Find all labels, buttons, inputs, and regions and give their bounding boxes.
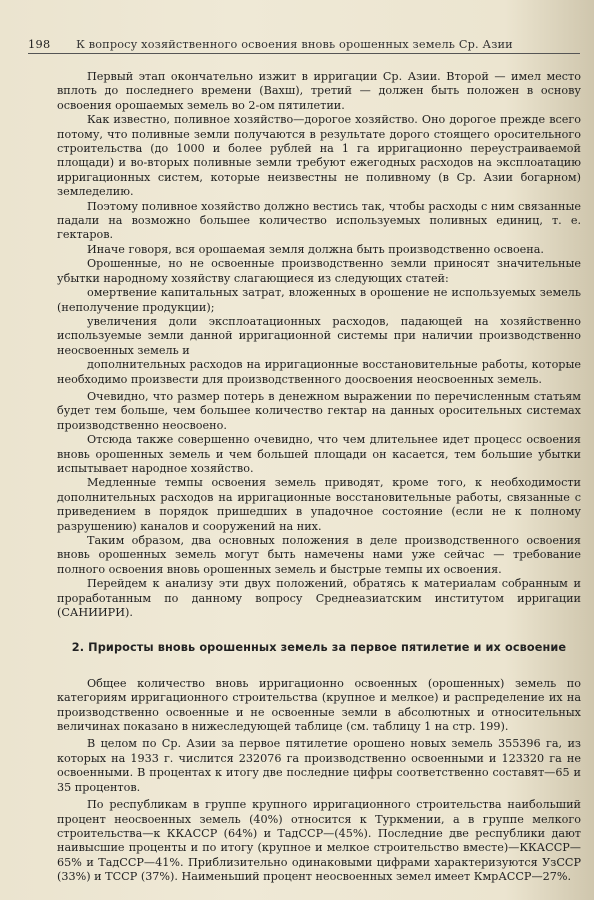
paragraph: По республикам в группе крупного ирригационного строительства наибольший процент неосвоенных земель (40%) относится к Туркмении, а в группе мелкого строительства—к ККАССР (64%) и ТадССР—(45%). Последние две республики дают наивысшие проценты и по итогу (крупное и мелкое строительство вместе)—ККАССР—65% и ТадССР—41%. Приблизительно одинаковыми цифрами характеризуются УзССР (33%) и ТССР (37%). Наименьший процент неосвоенных земел имеет КмрАССР—27%.: [57, 798, 581, 884]
list-item: дополнительных расходов на ирригационные восстановительные работы, которые необходимо произвести для производственного доосвоения неосвоенных земель.: [57, 358, 581, 386]
paragraph: Как известно, поливное хозяйство—дорогое хозяйство. Оно дорогое прежде всего потому, что поливные земли получаются в результате дорого стоящего оросительного строительства (до 1000 и более рублей на 1 га ирригационно переустраиваемой площади) и во-вторых поливные земли требуют ежегодных расходов на эксплоатацию ирригационных систем, которые неизвестны не поливному (в Ср. Азии богарном) земледелию.: [57, 113, 581, 199]
paragraph: Поэтому поливное хозяйство должно вестись так, чтобы расходы с ним связанные падали на возможно большее количество используемых поливных единиц, т. е. гектаров.: [57, 199, 581, 242]
paragraph: Орошенные, но не освоенные производственно земли приносят значительные убытки народному хозяйству слагающиеся из следующих статей:: [57, 257, 581, 285]
page-body: [57, 70, 581, 885]
section-heading: 2. Приросты вновь орошенных земель за первое пятилетие и их освоение: [71, 641, 567, 655]
list-item: омертвение капитальных затрат, вложенных в орошение не используемых земель (неполучение продукции);: [57, 286, 581, 314]
paragraph: Медленные темпы освоения земель приводят, кроме того, к необходимости дополнительных расходов на ирригационные восстановительные работы, связанные с приведением в порядок пришедших в упадочное состояние (если не к полному разрушению) каналов и сооружений на них.: [57, 476, 581, 533]
running-title: К вопросу хозяйственного освоения вновь орошенных земель Ср. Азии: [76, 38, 513, 51]
paragraph: Отсюда также совершенно очевидно, что чем длительнее идет процесс освоения вновь орошенных земель и чем большей площади он касается, тем большие убытки испытывает народное хозяйство.: [57, 433, 581, 475]
paragraph: В целом по Ср. Азии за первое пятилетие орошено новых земель 355396 га, из которых на 1933 г. числится 232076 га производственно освоенными и 123320 га не освоенными. В процентах к итогу две последние цифры соответственно составят—65 и 35 процентов.: [57, 737, 581, 794]
paragraph: Перейдем к анализу эти двух положений, обратясь к материалам собранным и проработанным по данному вопросу Среднеазиатским институтом ирригации (САНИИРИ).: [57, 577, 581, 620]
paragraph: Общее количество вновь ирригационно освоенных (орошенных) земель по категориям ирригационного строительства (крупное и мелкое) и распределение их на производственно освоенные и не освоенные земли в абсолютных и относительных величинах показано в нижеследующей таблице (см. таблицу 1 на стр. 199).: [57, 676, 581, 734]
page-number: 198: [28, 38, 51, 51]
paragraph: Иначе говоря, вся орошаемая земля должна быть производственно освоена.: [87, 242, 544, 256]
paragraph: Таким образом, два основных положения в деле производственного освоения вновь орошенных земель могут быть намечены нами уже сейчас — требование полного освоения вновь орошенных земель и быстрые темпы их освоения.: [57, 534, 581, 576]
list-item: увеличения доли эксплоатационных расходов, падающей на хозяйственно используемые земли данной ирригационной системы при наличии производственно неосвоенных земель и: [57, 314, 581, 357]
paragraph: Очевидно, что размер потерь в денежном выражении по перечисленным статьям будет тем больше, чем большее количество гектар на данных оросительных системах производственно неосвоено.: [57, 389, 581, 432]
running-header: [28, 38, 580, 54]
paragraph: Первый этап окончательно изжит в ирригации Ср. Азии. Второй — имел место вплоть до последнего времени (Вахш), третий — должен быть положен в основу освоения орошаемых земель во 2-ом пятилетии.: [57, 70, 581, 112]
